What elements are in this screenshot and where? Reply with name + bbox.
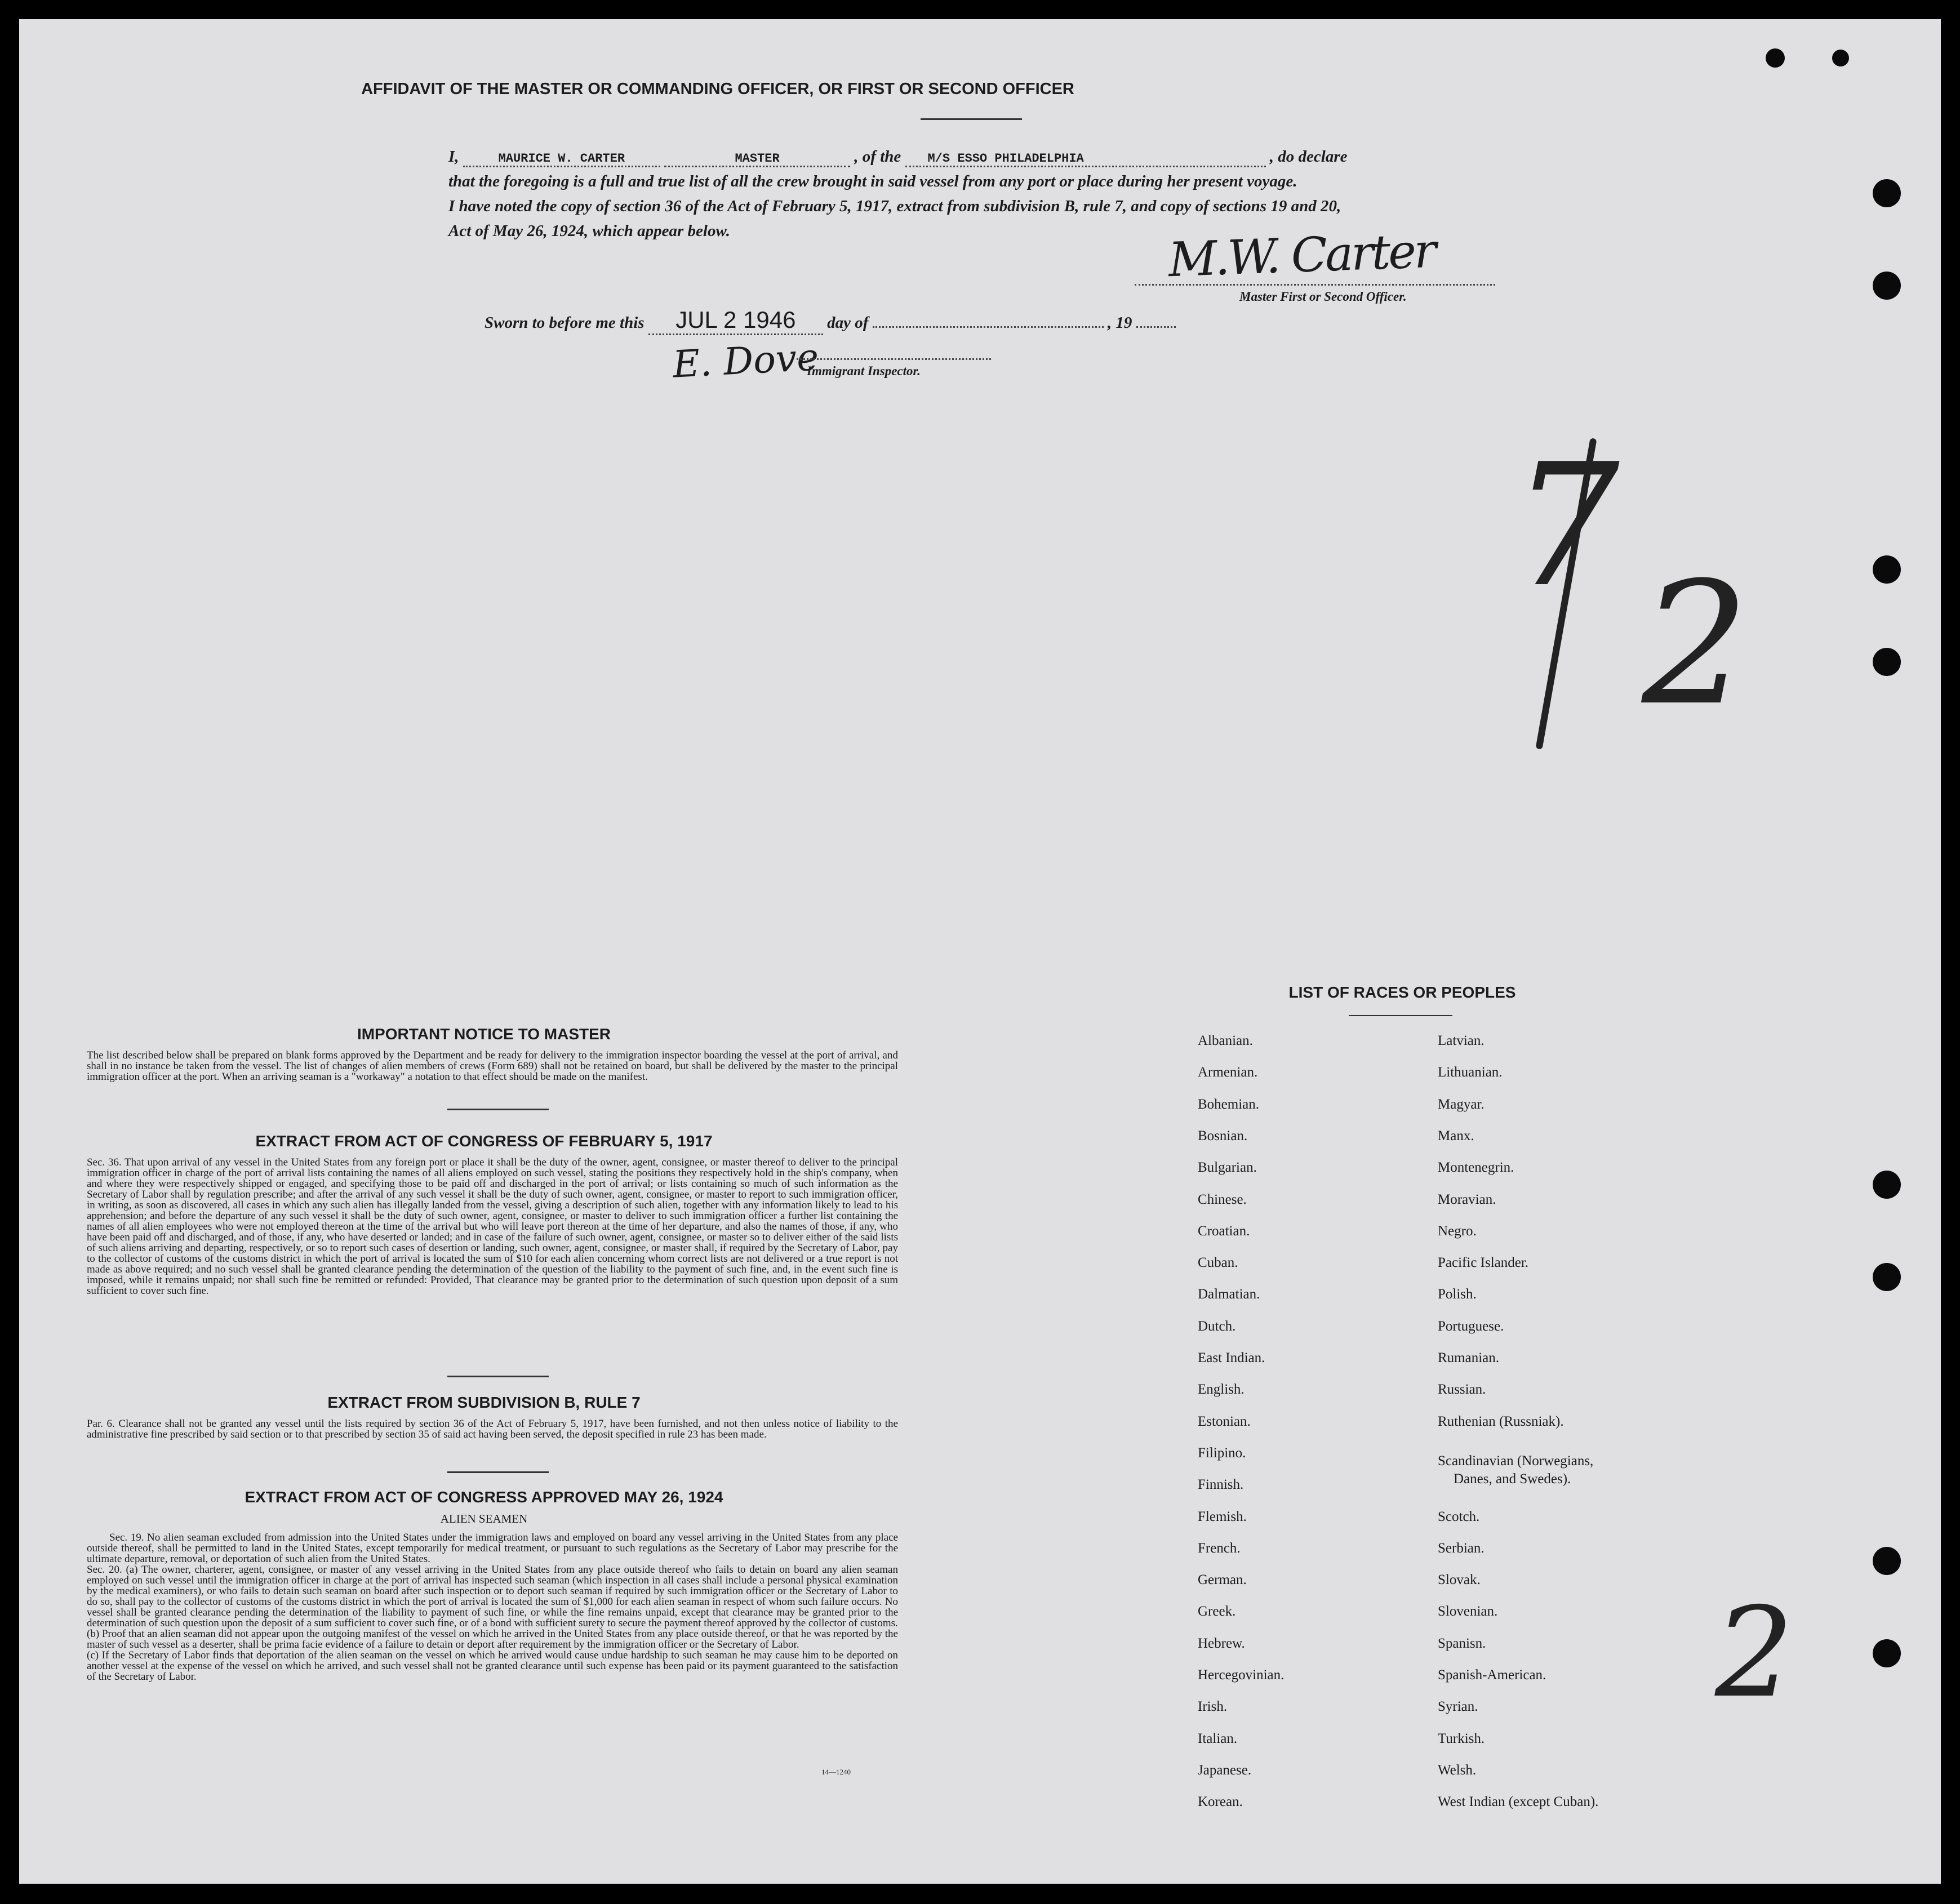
inspector-caption: Immigrant Inspector. — [807, 364, 921, 378]
race-item: Lithuanian. — [1438, 1065, 1503, 1080]
section-divider — [447, 1109, 549, 1110]
race-item: Bohemian. — [1198, 1096, 1260, 1112]
race-item: Magyar. — [1438, 1096, 1485, 1112]
day-of-label: day of — [827, 314, 869, 332]
race-item: Syrian. — [1438, 1699, 1478, 1715]
punch-hole — [1873, 1547, 1901, 1575]
i-label: I, — [448, 148, 459, 166]
race-item: Ruthenian (Russniak). — [1438, 1413, 1564, 1429]
affidavit-line-1 — [448, 148, 1347, 167]
race-item: Turkish. — [1438, 1730, 1485, 1746]
race-item: Filipino. — [1198, 1445, 1246, 1461]
race-item: Bulgarian. — [1198, 1160, 1257, 1176]
handwritten-margin-number: 2 — [1715, 1581, 1794, 1725]
race-item: Polish. — [1438, 1287, 1477, 1302]
rule-7-body: Par. 6. Clearance shall not be granted any vessel until the lists required by section 36 of the Act of February 5, 1917, have been furnished, and not then unless notice of liability to the administrative fine prescribed by said section or to that prescribed by section 35 of said act having been served, the deposit specified in rule 23 has been made. — [87, 1418, 898, 1440]
vessel-name: M/S ESSO PHILADELPHIA — [905, 150, 1266, 167]
race-item: Estonian. — [1198, 1413, 1251, 1429]
race-item: Croatian. — [1198, 1223, 1250, 1239]
master-caption: Master First or Second Officer. — [1239, 290, 1407, 304]
race-item: Bosnian. — [1198, 1128, 1248, 1144]
section-divider — [447, 1376, 549, 1377]
race-item: Hebrew. — [1198, 1635, 1245, 1651]
sworn-label: Sworn to before me this — [485, 314, 645, 332]
section-divider — [447, 1471, 549, 1473]
race-item: Dutch. — [1198, 1318, 1236, 1334]
title-divider — [921, 118, 1022, 120]
race-item: East Indian. — [1198, 1350, 1265, 1365]
race-item: Spanish-American. — [1438, 1667, 1546, 1683]
handwritten-fraction-top: 7 — [1512, 428, 1620, 624]
race-item: Russian. — [1438, 1382, 1486, 1398]
race-item: Pacific Islander. — [1438, 1255, 1529, 1271]
punch-hole — [1873, 179, 1901, 207]
race-item: Italian. — [1198, 1730, 1238, 1746]
affidavit-title: AFFIDAVIT OF THE MASTER OR COMMANDING OFFICER, OR FIRST OR SECOND OFFICER — [361, 80, 1074, 98]
race-item: Greek. — [1198, 1604, 1236, 1620]
race-item: Scandinavian (Norwegians, — [1438, 1453, 1594, 1469]
race-item: German. — [1198, 1572, 1247, 1588]
month-blank — [873, 326, 1104, 328]
notice-body: The list described below shall be prepared on blank forms approved by the Department and be ready for delivery to the immigration inspector boarding the vessel at the port of arrival, and shall in no instance be taken from the vessel. The list of changes of alien members of crews (Form 689) shall not be retained on board, but shall be delivered by the master to the principal immigration officer at the port. When an arriving seaman is a "workaway" a notation to that effect should be made on the manifest. — [87, 1049, 898, 1083]
act-1917-body: Sec. 36. That upon arrival of any vessel in the United States from any foreign port or place it shall be the duty of the owner, agent, consignee, or master thereof to deliver to the principal immigration officer in charge of the port of arrival lists containing the names of all aliens employed on such vessel, stating the positions they respectively hold in the ship's company, when and where they were respectively shipped or engaged, and specifying those to be paid off and discharged in the port of arrival; or lists containing so much of such information as the Secretary of Labor shall by regulation prescribe; and after the arrival of any such vessel it shall be the duty of such owner, agent, consignee, or master to report to such immigration officer, in writing, as soon as discovered, all cases in which any such alien has illegally landed from the vessel, giving a description of such alien, together with any information likely to lead to his apprehension; and before the departure of any such vessel it shall be the duty of such owner, agent, consignee, or master to deliver to such immigration officer a further list containing the names of all alien employees who were not employed thereon at the time of the arrival but who will leave port thereon at the time of her departure, and also the names of those, if any, who have been paid off and discharged, and of those, if any, who have deserted or landed; and in case of the failure of such owner, agent, consignee, or master so to deliver either of the said lists of such aliens arriving and departing, respectively, or so to report such cases of desertion or landing, such owner, agent, consignee, or master shall, if required by the Secretary of Labor, pay to the collector of customs of the customs district in which the port of arrival is located the sum of $10 for each alien concerning whom correct lists are not delivered or a true report is not made as above required; and no such vessel shall be granted clearance pending the determination of the question of the liability to the payment of such fine, and, in the event such fine is imposed, while it remains unpaid; nor shall such fine be remitted or refunded: Provided, That clearance may be granted prior to the determination of such question upon deposit of a sum sufficient to cover such fine. — [87, 1156, 898, 1297]
race-item: Scotch. — [1438, 1509, 1480, 1524]
master-signature-line — [1135, 284, 1495, 286]
race-item: Rumanian. — [1438, 1350, 1500, 1365]
punch-hole — [1873, 648, 1901, 676]
race-item: Manx. — [1438, 1128, 1474, 1144]
race-item: Slovenian. — [1438, 1604, 1498, 1620]
punch-hole — [1873, 1639, 1901, 1667]
punch-hole — [1873, 1263, 1901, 1291]
race-item: Japanese. — [1198, 1762, 1252, 1778]
affidavit-line-3: I have noted the copy of section 36 of the Act of February 5, 1917, extract from subdivision B, rule 7, and copy of sections 19 and 20, — [448, 197, 1341, 215]
race-item: Negro. — [1438, 1223, 1477, 1239]
sworn-date-stamp: JUL 2 1946 — [648, 306, 823, 335]
races-title: LIST OF RACES OR PEOPLES — [1288, 984, 1516, 1001]
master-name: MAURICE W. CARTER — [463, 150, 660, 167]
master-rank: MASTER — [664, 150, 850, 167]
punch-hole — [1873, 272, 1901, 300]
form-number: 14—1240 — [821, 1768, 851, 1776]
race-item: Chinese. — [1198, 1191, 1247, 1207]
affidavit-line-2: that the foregoing is a full and true list of all the crew brought in said vessel from any port or place during her present voyage. — [448, 172, 1297, 190]
race-item: Montenegrin. — [1438, 1160, 1514, 1176]
race-item: Portuguese. — [1438, 1318, 1504, 1334]
handwritten-fraction-bottom: 2 — [1642, 546, 1749, 742]
race-item: West Indian (except Cuban). — [1438, 1794, 1599, 1810]
sworn-line — [485, 306, 1176, 335]
race-item: Finnish. — [1198, 1477, 1244, 1493]
document-page — [19, 19, 1941, 1884]
do-declare-label: , do declare — [1269, 148, 1348, 166]
race-item: Cuban. — [1198, 1255, 1238, 1271]
race-item: Dalmatian. — [1198, 1287, 1260, 1302]
of-the-label: , of the — [854, 148, 901, 166]
race-item: Welsh. — [1438, 1762, 1477, 1778]
race-item: Spanisn. — [1438, 1635, 1486, 1651]
punch-hole — [1873, 555, 1901, 584]
year-prefix: , 19 — [1107, 314, 1132, 332]
races-divider — [1349, 1015, 1452, 1016]
race-item: Korean. — [1198, 1794, 1243, 1810]
race-item: Slovak. — [1438, 1572, 1481, 1588]
inspector-signature-line — [797, 358, 991, 360]
race-item: English. — [1198, 1382, 1245, 1398]
act-1917-title: EXTRACT FROM ACT OF CONGRESS OF FEBRUARY 5, 1917 — [255, 1132, 713, 1150]
affidavit-line-4: Act of May 26, 1924, which appear below. — [448, 222, 730, 240]
race-item: Irish. — [1198, 1699, 1228, 1715]
race-item: Flemish. — [1198, 1509, 1247, 1524]
act-1924-title: EXTRACT FROM ACT OF CONGRESS APPROVED MAY 26, 1924 — [245, 1488, 723, 1506]
race-item: Serbian. — [1438, 1540, 1485, 1556]
race-item: Armenian. — [1198, 1065, 1258, 1080]
punch-hole — [1873, 1171, 1901, 1199]
race-item: Moravian. — [1438, 1191, 1496, 1207]
race-item: Albanian. — [1198, 1033, 1253, 1048]
race-item: Hercegovinian. — [1198, 1667, 1285, 1683]
act-1924-body: Sec. 19. No alien seaman excluded from admission into the United States under the immigration laws and employed on board any vessel arriving in the United States from any place outside thereof, shall be permitted to land in the United States, except temporarily for medical treatment, or pursuant to such regulations as the Secretary of Labor may prescribe for the ultimate departure, removal, or deportation of such alien from the United States. Sec. 20. (a) The owner, charterer, agent, consignee, or master of any vessel arriving in the United States from any place outside thereof who fails to detain on board any alien seaman employed on such vessel until the immigration officer in charge at the port of arrival has inspected such seaman (which inspection in all cases shall include a personal physical examination by the medical examiners), or who fails to detain such seaman on board after such inspection or to deport such seaman if required by such immigration officer or the Secretary of Labor to do so, shall pay to the collector of customs of the customs district in which the port of arrival is located the sum of $1,000 for each alien seaman in respect of whom such failure occurs. No vessel shall be granted clearance pending the determination of the liability to payment of such fine, or while the fine remains unpaid, except that clearance may be granted prior to the determination of such question upon the deposit of a sum sufficient to cover such fine, or of a bond with sufficient surety to secure the payment thereof approved by the collector of customs. (b) Proof that an alien seaman did not appear upon the outgoing manifest of the vessel on which he arrived in the United States from any place outside thereof, or that he was reported by the master of such vessel as a deserter, shall be prima facie evidence of a failure to detain or deport after requirement by the immigration officer or the Secretary of Labor. (c) If the Secretary of Labor finds that deportation of the alien seaman on the vessel on which he arrived would cause undue hardship to such seaman he may cause him to be deported on another vessel at the expense of the vessel on which he arrived, and such vessel shall not be granted clearance until such expense has been paid or its payment guaranteed to the satisfaction of the Secretary of Labor. — [87, 1532, 898, 1683]
race-item: Danes, and Swedes). — [1454, 1471, 1571, 1487]
punch-hole — [1766, 48, 1785, 68]
notice-title: IMPORTANT NOTICE TO MASTER — [357, 1025, 611, 1043]
race-item: French. — [1198, 1540, 1241, 1556]
punch-hole — [1832, 50, 1849, 66]
master-signature: M.W. Carter — [1167, 223, 1435, 288]
rule-7-title: EXTRACT FROM SUBDIVISION B, RULE 7 — [327, 1394, 641, 1411]
year-blank — [1136, 326, 1176, 328]
act-1924-subtitle: ALIEN SEAMEN — [440, 1512, 528, 1525]
inspector-signature: E. Dove — [672, 335, 820, 386]
race-item: Latvian. — [1438, 1033, 1485, 1048]
